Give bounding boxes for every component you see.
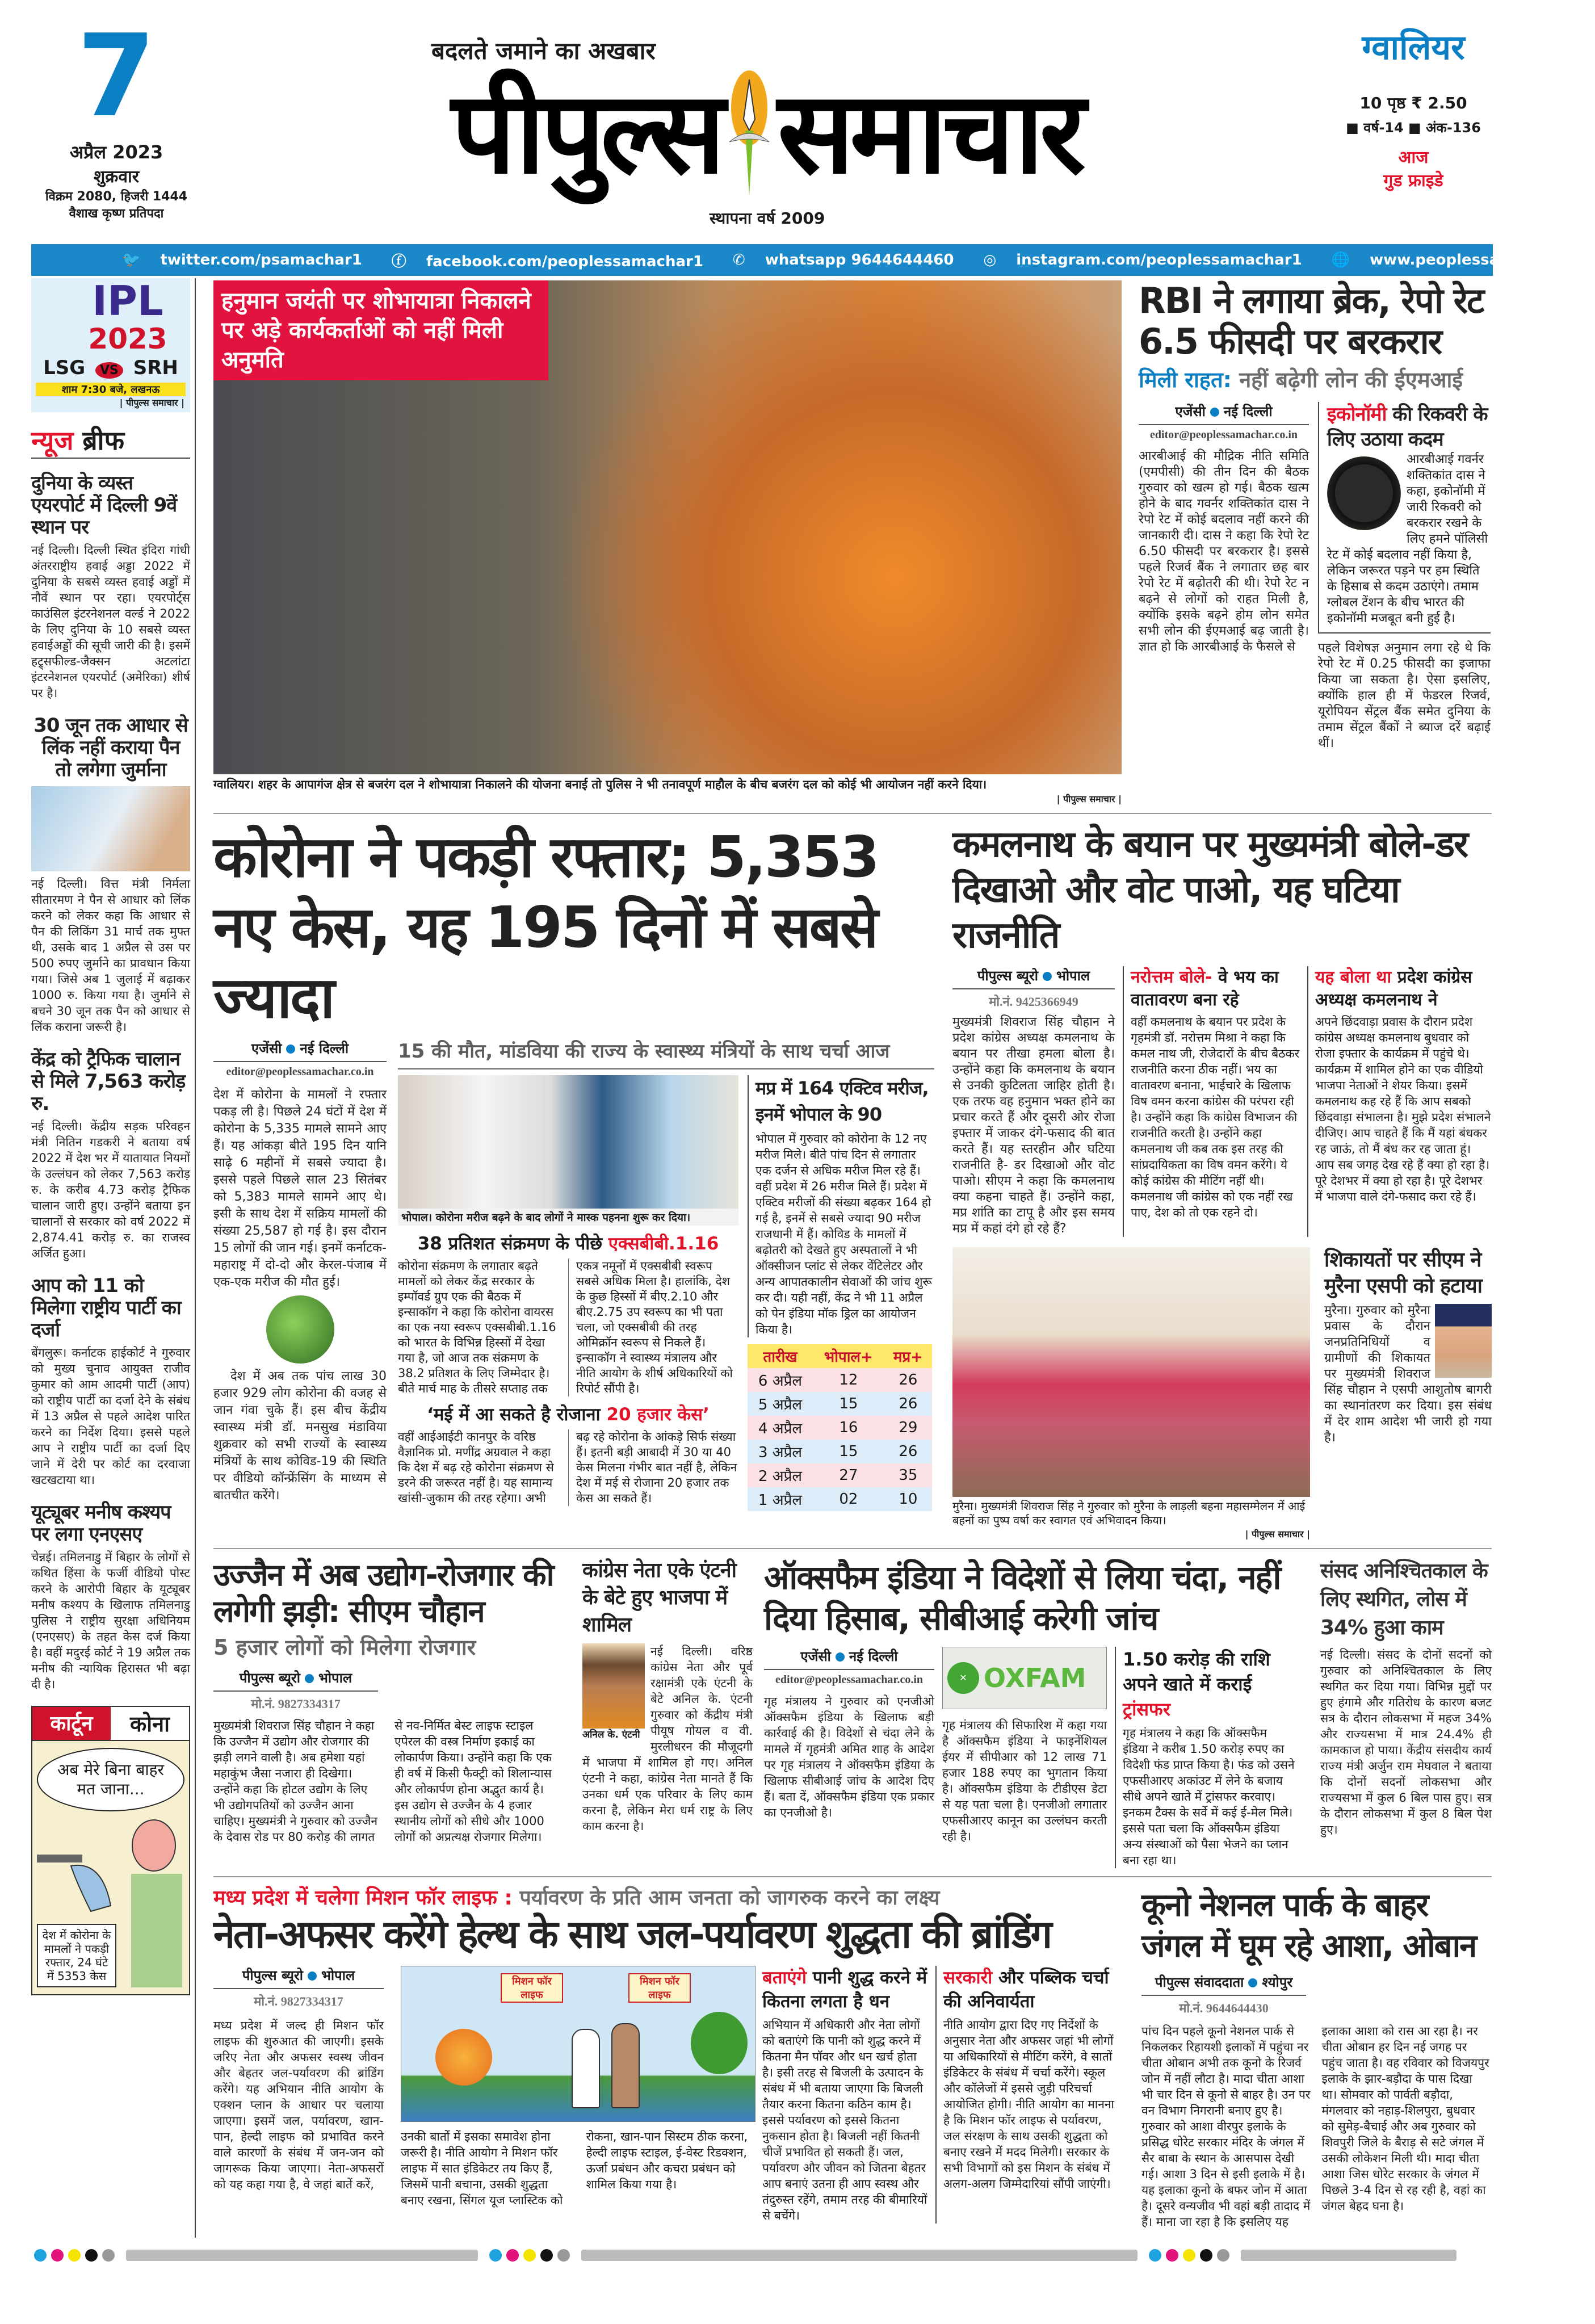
masthead (0, 0, 1580, 278)
month-year: अप्रैल 2023 (69, 141, 163, 163)
news-brief-list (31, 472, 190, 1692)
pan-aadhaar-photo (31, 786, 190, 871)
logo (267, 65, 1266, 202)
oxfam-logo: ✕ OXFAM (942, 1647, 1107, 1709)
mask-on-hook-icon (37, 1843, 116, 1917)
rbi-body-continued: पहले विशेषज्ञ अनुमान लगा रहे थे कि रेपो रेट में 0.25 फीसदी का इजाफा किया जा सकता है। ऐसा इसलिए, क्योंकि हाल ही में फेडरल रिजर्व, यूरोपियन सेंट्रल बैंक समेत दुनिया के तमाम सेंट्रल बैंकों ने ब्याज दरें बढ़ाई थीं। (1318, 641, 1491, 750)
mp-active-cases-sidebar: मप्र में 164 एक्टिव मरीज, इनमें भोपाल के 90 भोपाल में गुरुवार को कोरोना के 12 नए मरीज मिले। बीते पांच दिन से लगातार एक दर्जन से अधिक मरीज मिल रहे हैं। वहीं प्रदेश में 26 मरीज मिले हैं। प्रदेश में एक्टिव मरीजों की संख्या बढ़कर 164 हो गई है, इनमें से सबसे ज्यादा 90 मरीज राजधानी में हैं। कोविड के मामलों में बढ़ोतरी को देखते हुए अस्पतालों ने भी ऑक्सीजन प्लांट से लेकर वेंटिलेटर और अन्य आपातकालीन सेवाओं की जांच शुरू कर दी। यही नहीं, केंद्र ने भी 11 अप्रैल को पेन इंडिया मॉक ड्रिल का आयोजन किया है। (748, 1075, 932, 1337)
facebook-icon: ⓕ (391, 253, 406, 270)
economy-box: इकोनॉमी की रिकवरी के लिए उठाया कदम आरबीआई गवर्नर शक्तिकांत दास ने कहा, इकोनॉमी में जारी रिकवरी को बरकरार रखने के लिए हमने पॉलिसी रेट में कोई बदलाव नहीं किया है, लेकिन जरूरत पड़ने पर हम स्थिति के हिसाब से कदम उठाएंगे। तमाम ग्लोबल टेंशन के बीच भारत की इकोनॉमी मजबूत बनी हुई है। (1318, 402, 1491, 634)
founded-year: स्थापना वर्ष 2009 (710, 209, 825, 228)
twitter-icon: 🐦 (122, 251, 141, 269)
edition-city: ग्वालियर (1362, 28, 1465, 68)
table-cell: 5 अप्रैल (748, 1392, 813, 1416)
table-cell: 26 (884, 1368, 932, 1392)
date-day: 7 (77, 10, 156, 142)
ujjain-story: उज्जैन में अब उद्योग-रोजगार की लगेगी झड़ी: सीएम चौहान 5 हजार लोगों को मिलेगा रोजगार पीपुल्स ब्यूरो भोपाल मो.नं. 9827334317 मुख्यमंत्री शिवराज सिंह चौहान ने कहा कि उज्जैन में उद्योग और रोजगार की झड़ी लगने वाली है। अब हमेशा यहां महाकुंभ जैसा नजारा ही दिखेगा। उन्होंने कहा कि होटल उद्योग के लिए भी उद्योगपतियों को उज्जैन आना चाहिए। मुख्यमंत्री ने गुरुवार को उज्जैन के देवास रोड पर 80 करोड़ की लागत से नव-निर्मित बेस्ट लाइफ स्टाइल एपेरल की वस्त्र निर्माण इकाई का लोकार्पण किया। उन्होंने कहा कि एक ही वर्ष में किसी फैक्ट्री को शिलान्यास और लोकार्पण होना अद्भुत कार्य है। इस उद्योग से उज्जैन के 4 हजार स्थानीय लोगों को सीधे और 1000 लोगों को अप्रत्यक्ष रोजगार मिलेगा। (213, 1557, 553, 1844)
ipl-time: शाम 7:30 बजे, लखनऊ (36, 383, 186, 396)
mission-body-continued: उनकी बातों में इसका समावेश होना जरूरी है। नीति आयोग ने मिशन फॉर लाइफ में सात इंडिकेटर तय किए हैं, जिसमें पानी बचाना, उसकी शुद्धता बनाए रखना, सिंगल यूज प्लास्टिक को रोकना, खान-पान सिस्टम ठीक करना, हेल्दी लाइफ स्टाइल, ई-वेस्ट रिडक्शन, ऊर्जा प्रबंधन और कचरा प्रबंधन को शामिल किया गया है। (401, 2130, 748, 2207)
registration-bar (126, 2250, 478, 2261)
sp-photo (1435, 1304, 1492, 1378)
mission-left-column: पीपुल्स ब्यूरो भोपाल मो.नं. 9827334317 मध्य प्रदेश में जल्द ही मिशन फॉर लाइफ की शुरुआत की जाएगी। इसके जरिए नेता और अफसर स्वस्थ जीवन और बेहतर जल-पर्यावरण की ब्रांडिंग करेंगे। यह अभियान नीति आयोग के एक्शन प्लान के आधार पर चलाया जाएगा। इसमें जल, पर्यावरण, खान-पान, हेल्दी लाइफ को प्रभावित करने वाले कारणों के संबंध में जन-जन को जागरूक किया जाएगा। नेता-अफसरों को यह कहा गया है, वे जहां बातें करें, (213, 1966, 384, 2224)
anil-antony-caption: अनिल के. एंटनी (582, 1729, 640, 1740)
cartoon-illustration (32, 1741, 189, 1994)
sansad-story: संसद अनिश्चितकाल के लिए स्थगित, लोस में 34% हुआ काम नई दिल्ली। संसद के दोनों सदनों को गुरुवार को अनिश्चितकाल के लिए स्थगित कर दिया गया। विभिन्न मुद्दों पर हुए हंगामे और गतिरोध के कारण बजट सत्र के दौरान लोकसभा में महज 34% और राज्यसभा में मात्र 24.4% ही कामकाज हो पाया। केंद्रीय संसदीय कार्य राज्य मंत्री अर्जुन राम मेघवाल ने बताया कि दोनों सदनों लोकसभा और राज्यसभा में कुल 6 बिल पास हुए। सत्र के दौरान लोकसभा में कुल 8 बिल पेश हुए। (1320, 1559, 1492, 1836)
rbi-story (1139, 280, 1491, 752)
registration-bar (581, 2250, 1138, 2261)
cartoon-label: कोना (130, 1711, 170, 1737)
corona-subhead: 15 की मौत, मांडविया की राज्य के स्वास्थ्य मंत्रियों के साथ चर्चा आज (398, 1039, 934, 1069)
xbb-section: 38 प्रतिशत संक्रमण के पीछे एक्सबीबी.1.16 कोरोना संक्रमण के लगातार बढ़ते मामलों को लेकर केंद्र सरकार के इम्पॉवर्ड ग्रुप एक की बैठक में इन्साकॉग ने कहा कि कोरोना वायरस का एक नया स्वरूप एक्सबीबी.1.16 को भारत के विभिन्न हिस्सों में देखा गया है, जो आज तक संक्रमण के 38.2 प्रतिशत के लिए जिम्मेदार है। बीते मार्च माह के तीसरे सप्ताह तक एकत्र नमूनों में एक्सबीबी स्वरूप सबसे अधिक मिला है। हालांकि, देश के कुछ हिस्सों में बीए.2.10 और बीए.2.75 उप स्वरूप का भी पता चला, जो एक्सबीबी की तरह ओमिक्रॉन स्वरूप से निकले हैं। इन्साकॉग ने स्वास्थ्य मंत्रालय और नीति आयोग के शीर्ष अधिकारियों को रिपोर्ट सौंपी है। ‘मई में आ सकते है रोजाना 20 हजार केस’ वहीं आईआईटी कानपुर के वरिष्ठ वैज्ञानिक प्रो. मणींद्र अग्रवाल ने कहा कि देश में बढ़ रहे कोरोना संक्रमण से डरने की जरूरत नहीं है। यह सामान्य खांसी-जुकाम की तरह रहेगा। अभी बढ़ रहे कोरोना के आंकड़े सिर्फ संख्या हैं। इतनी बड़ी आबादी में 30 या 40 केस मिलना गंभीर बात नहीं है, लेकिन देश में मई से रोजाना 20 हजार तक केस आ सकते हैं। (398, 1231, 738, 1506)
muraina-rally-photo (952, 1247, 1310, 1497)
rbi-email: editor@peoplessamachar.co.in (1149, 429, 1298, 441)
mission-cartoon (401, 1966, 755, 2122)
ipl-promo (31, 278, 190, 412)
covid-cases-table: तारीख भोपाल+ मप्र+ 6 अप्रैल 12 26 5 अप्रैल 15 26 4 अप्रैल 16 29 3 अप्रैल 15 26 2 अप्रैल 27 35 1 अप्रैल 02 10 (748, 1344, 932, 1511)
ipl-year: 2023 (88, 322, 167, 355)
man-reading-icon (120, 1817, 188, 1987)
left-column (31, 278, 196, 2238)
procession-photo (213, 280, 1122, 774)
twitter-link[interactable]: 🐦 twitter.com/psamachar1 (122, 251, 362, 269)
table-cell: 4 अप्रैल (748, 1416, 813, 1440)
cartoon-label-red: कार्टून (32, 1707, 111, 1740)
table-cell: 02 (813, 1487, 884, 1511)
officer-figure (611, 2023, 640, 2108)
tagline: बदलते जमाने का अखबार (431, 37, 656, 65)
mission-public-discussion: सरकारी और पब्लिक चर्चा की अनिवार्यता नीति आयोग द्वारा दिए गए निर्देशों के अनुसार नेता और अफसर जहां भी लोगों या अधिकारियों से मीटिंग करेंगे, वे सातों इंडिकेटर के संबंध में चर्चा करेंगे। स्कूल और कॉलेजों में इससे जुड़ी परिचर्चा आयोजित होगी। नीति आयोग का मानना है कि मिशन फॉर लाइफ से पर्यावरण, जल संरक्षण के साथ उसकी शुद्धता को बनाए रखने में मदद मिलेगी। सरकार के सभी विभागों को इस मिशन के संबंध में अलग-अलग जिम्मेदारियां सौंपी जाएंगी। (935, 1966, 1120, 2224)
corona-left-column: एजेंसी नई दिल्ली editor@peoplessamachar.co.in देश में कोरोना के मामलों ने रफ्तार पकड़ ली है। पिछले 24 घंटों में देश में कोरोना के 5,335 मामले सामने आए हैं। यह आंकड़ा बीते 195 दिन यानि साढ़े 6 महीनों में सबसे ज्यादा है। इससे पहले पिछले साल 23 सितंबर को 5,383 मामले सामने आए थे। इसी के साथ देश में सक्रिय मामलों की संख्या 25,587 हो गई है। इस दौरान 15 लोगों की जान गई। इनमें कर्नाटक-महाराष्ट्र में दो-दो और केरल-पंजाब में एक-एक मरीज की मौत हुई। देश में अब तक पांच लाख 30 हजार 929 लोग कोरोना की वजह से जान गंवा चुके हैं। इस बीच केंद्रीय स्वास्थ्य मंत्री डॉ. मनसुख मंडाविया शुक्रवार को सभी राज्यों के स्वास्थ्य मंत्रियों के साथ कोविड-19 की स्थिति पर वीडियो कॉन्फ्रेंसिंग के माध्यम से बातचीत करेंगे। (213, 1039, 387, 1511)
may-cases-title: ‘मई में आ सकते है रोजाना 20 हजार केस’ (427, 1404, 710, 1425)
registration-marks (34, 2249, 115, 2262)
mission-sign: मिशन फॉर लाइफ (628, 1973, 691, 2003)
ipl-credit: | पीपुल्स समाचार | (119, 397, 184, 408)
price: 10 पृष्ठ ₹ 2.50 (1359, 94, 1467, 112)
brief-item: 30 जून तक आधार से लिंक नहीं कराया पैन तो लगेगा जुर्माना नई दिल्ली। वित्त मंत्री निर्मला सीतारमण ने पैन से आधार को लिंक करने को लेकर कहा कि आधार से पैन की लिकिंग 31 मार्च तक मुफ्त थी, उसके बाद 1 अप्रैल से उस पर 500 रुपए जुर्माने का प्रावधान किया गया। जिसे अब 1 जुलाई में बढ़ाकर 1000 रु. किया गया है। जुर्माने से बचने 30 जून तक पैन को आधार से लिंक कराना जरूरी है। (31, 714, 190, 1034)
kamalnath-story: कमलनाथ के बयान पर मुख्यमंत्री बोले-डर दिखाओ और वोट पाओ, यह घटिया राजनीति पीपुल्स ब्यूरो भोपाल मो.नं. 9425366949 मुख्यमंत्री शिवराज सिंह चौहान ने प्रदेश कांग्रेस अध्यक्ष कमलनाथ के बयान पर तीखा हमला बोला है। उन्होंने कहा कि कमलनाथ के बयान से उनकी कुटिलता जाहिर होती है। एक तरफ वह हनुमान भक्त होने का प्रचार करते हैं और दूसरी ओर रोजा इफ्तार में जाकर दंगे-फसाद की बात करते हैं। यह स्तरहीन और घटिया राजनीति है- डर दिखाओ और वोट पाओ। सीएम ने कहा कि कमलनाथ क्या कहना चाहते हैं। उन्होंने कहा, मप्र शांति का टापू है और इस समय मप्र में कहां दंगे हो रहे हैं? नरोत्तम बोले- वे भय का वातावरण बना रहे वहीं कमलनाथ के बयान पर प्रदेश के गृहमंत्री डॉ. नरोत्तम मिश्रा ने कहा कि कमल नाथ जी, रोजेदारों के बीच बैठकर राजनीति करना ठीक नहीं। भय का वातावरण बनाना, भाईचारे के खिलाफ विष वमन करना कांग्रेस की परंपरा रही है। उन्होंने कहा कि कांग्रेस विभाजन की राजनीति करती है। उन्होंने कहा कमलनाथ जी कब तक इस तरह की सांप्रदायिकता का विष वमन करेंगे। ये कोई कांग्रेस की मीटिंग नहीं थी। कमलनाथ जी कांग्रेस को एक नहीं रख पाए, देश को तो एक रहने दो। यह बोला था प्रदेश कांग्रेस अध्यक्ष कमलनाथ ने अपने छिंदवाड़ा प्रवास के दौरान प्रदेश कांग्रेस अध्यक्ष कमलनाथ बुधवार को रोजा इफ्तार के कार्यक्रम में पहुंचे थे। कार्यक्रम में शामिल होने का एक वीडियो भाजपा नेताओं ने शेयर किया। इसमें कमलनाथ कह रहे हैं कि आप सबको छिंदवाड़ा संभालना है। मुझे प्रदेश संभालने दीजिए। आप चाहते हैं कि मैं यहां बंधकर रह जाऊं, तो मैं बंध कर रह जाता हूं। आप सब जगह देख रहे हैं क्या हो रहा है। पूरे देशभर में क्या हो रहा है। पूरे देशभर में भाजपा वाले दंगे-फसाद करा रहे हैं। मुरैना। मुख्यमंत्री शिवराज सिंह ने गुरुवार को मुरैना के लाड़ली बहना महासम्मेलन में आई बहनों का पुष्प वर्षा कर स्वागत एवं अभिवादन किया। | पीपुल्स समाचार | शिकायतों पर सीएम ने मुरैना एसपी को हटाया मुरैना। गुरुवार को मुरैना प्रवास के दौरान जनप्रतिनिधियों व ग्रामीणों की शिकायत पर मुख्यमंत्री शिवराज सिंह चौहान ने एसपी आशुतोष बागरी का स्थानांतरण कर दिया। इस संबंध में देर शाम आदेश भी जारी हो गया है। (952, 824, 1492, 1539)
logo-left: पीपुल्स (451, 67, 721, 199)
registration-marks (1149, 2249, 1229, 2262)
table-cell: 3 अप्रैल (748, 1440, 813, 1463)
oxfam-icon: ✕ (947, 1662, 979, 1694)
mission-water-cost: बताएंगे पानी शुद्ध करने में कितना लगता है धन अभियान में अधिकारी और नेता लोगों को बताएंगे कि पानी को शुद्ध करने में कितना मैन पॉवर और धन खर्च होता है। इसी तरह से बिजली के उत्पादन के संबंध में भी बताया जाएगा कि बिजली तैयार करना कितना कठिन काम है। इससे पर्यावरण को इससे कितना नुकसान होता है। बिजली नहीं कितनी चीजें प्रभावित हो सकती हैं। जल, पर्यावरण और जीवन को जितना बेहतर आप बनाएं उतना ही आप स्वस्थ और तंदुरुस्त रहेंगे, तमाम तरह की बीमारियों से बचेंगे। (762, 1968, 927, 2222)
main-area (213, 278, 1492, 2238)
rbi-seal-icon (1327, 456, 1401, 530)
table-cell: 2 अप्रैल (748, 1463, 813, 1487)
corona-headline: कोरोना ने पकड़ी रफ्तार; 5,353 नए केस, यह 195 दिनों में सबसे ज्यादा (213, 824, 878, 1031)
social-bar (31, 244, 1580, 276)
pen-emblem-icon (727, 68, 772, 199)
table-cell: 29 (884, 1416, 932, 1440)
issue-number: ■ वर्ष-14 ■ अंक-136 (1346, 120, 1481, 136)
oxfam-story: ऑक्सफैम इंडिया ने विदेशों से लिया चंदा, नहीं दिया हिसाब, सीबीआई करेगी जांच एजेंसी नई दिल्ली editor@peoplessamachar.co.in गृह मंत्रालय ने गुरुवार को एनजीओ ऑक्सफैम इंडिया के खिलाफ बड़ी कार्रवाई की है। विदेशों से चंदा लेने के मामले में गृहमंत्री अमित शाह के आदेश पर गृह मंत्रालय ने ऑक्सफैम इंडिया के खिलाफ सीबीआई जांच के आदेश दिए हैं। बता दें, ऑक्सफैम इंडिया एक प्रकार का एनजीओ है। ✕ OXFAM गृह मंत्रालय की सिफारिश में कहा गया है ऑक्सफैम इंडिया ने फाइनेंशियल ईयर में सीपीआर को 12 लाख 71 हजार 188 रुपए का भुगतान किया है। ऑक्सफैम इंडिया के टीडीएस डेटा से यह पता चला है। एनजीओ लगातार एफसीआरए कानून का उल्लंघन करती रही है। 1.50 करोड़ की राशि अपने खाते में कराई ट्रांसफर गृह मंत्रालय ने कहा कि ऑक्सफैम इंडिया ने करीब 1.50 करोड़ रुपए का विदेशी फंड प्राप्त किया है। फंड को उसने एफसीआरए अकांउट में लेने के बजाय सीधे अपने खाते में ट्रांसफर करवाए। इनकम टैक्स के सर्वे में कई ई-मेल मिले। इससे पता चला कि ऑक्सफैम इंडिया अन्य संस्थाओं को पैसा भेजने का प्लान बना रहा था। (764, 1558, 1295, 1867)
table-row (748, 1463, 932, 1487)
table-cell: 15 (813, 1392, 884, 1416)
procession-caption: ग्वालियर। शहर के आपागंज क्षेत्र से बजरंग दल ने शोभायात्रा निकालने की योजना बनाई तो पुलिस ने भी तनावपूर्ण माहौल के बीच बजरंग दल को कोई भी आयोजन नहीं करने दिया। (213, 778, 987, 791)
mission-banner: मध्य प्रदेश में चलेगा मिशन फॉर लाइफ : पर्यावरण के प्रति आम जनता को जागरुक करने का लक्ष्य (213, 1886, 940, 1910)
tree-icon (691, 2012, 748, 2074)
corona-body-p2: देश में अब तक पांच लाख 30 हजार 929 लोग कोरोना की वजह से जान गंवा चुके हैं। इस बीच केंद्रीय स्वास्थ्य मंत्री डॉ. मनसुख मंडाविया शुक्रवार को सभी राज्यों के स्वास्थ्य मंत्रियों के साथ कोविड-19 की स्थिति पर वीडियो कॉन्फ्रेंसिंग के माध्यम से बातचीत करेंगे। (213, 1369, 387, 1503)
registration-bar (1241, 2250, 1457, 2261)
news-brief-heading: न्यूज ब्रीफ (31, 422, 190, 459)
bhopal-masks-photo (398, 1075, 738, 1209)
table-row (748, 1368, 932, 1392)
mission-story (213, 1885, 1127, 2224)
instagram-icon: ◎ (983, 251, 997, 269)
samvat: विक्रम 2080, हिजरी 1444 (45, 190, 188, 204)
brief-item: यूट्यूबर मनीष कश्यप पर लगा एनएसए चेन्नई। तमिलनाडु में बिहार के लोगों से कथित हिंसा के फर्जी वीडियो पोस्ट करने के आरोपी बिहार के यूट्यूबर मनीष कश्यप के खिलाफ तमिलनाडु पुलिस ने राष्ट्रीय सुरक्षा अधिनियम (एनएसए) के तहत केस दर्ज किया है। वहीं मदुरई कोर्ट ने 19 अप्रैल तक मनीष की न्यायिक हिरासत भी बढ़ा दी है। (31, 1501, 190, 1692)
table-cell: 6 अप्रैल (748, 1368, 813, 1392)
table-cell: 15 (813, 1440, 884, 1463)
economy-box-body: आरबीआई गवर्नर शक्तिकांत दास ने कहा, इकोनॉमी में जारी रिकवरी को बरकरार रखने के लिए हमने पॉलिसी रेट में कोई बदलाव नहीं किया है, लेकिन जरूरत पड़ने पर हम स्थिति के हिसाब से कदम उठाएंगे। तमाम ग्लोबल टेंशन के बीच भारत की इकोनॉमी मजबूत बनी हुई है। (1327, 452, 1488, 626)
rbi-byline: एजेंसी नई दिल्ली (1139, 402, 1309, 425)
virus-icon (266, 1295, 334, 1364)
mission-sign: मिशन फॉर लाइफ (501, 1973, 563, 2003)
table-cell: 16 (813, 1416, 884, 1440)
vs-badge: VS (95, 362, 123, 379)
table-cell: 26 (884, 1392, 932, 1416)
xbb-title: 38 प्रतिशत संक्रमण के पीछे एक्सबीबी.1.16 (417, 1234, 719, 1254)
edition-block (1334, 23, 1493, 191)
muraina-photo-credit: | पीपुल्स समाचार | (1245, 1529, 1310, 1539)
speech-bubble: अब मेरे बिना बाहर मत जाना... (37, 1748, 184, 1811)
instagram-link[interactable]: ◎ instagram.com/peoplessamachar1 (983, 251, 1302, 269)
photo-overlay-title: हनुमान जयंती पर शोभायात्रा निकालने पर अड़े कार्यकर्ताओं को नहीं मिली अनुमति (213, 280, 548, 380)
today-event: गुड फ्राइडे (1383, 171, 1443, 191)
top-row (213, 278, 1492, 814)
registration-strip (0, 2238, 1520, 2273)
mission-headline: नेता-अफसर करेंगे हेल्थ के साथ जल-पर्यावरण शुद्धता की ब्रांडिंग (213, 1912, 1051, 1957)
registration-marks (489, 2249, 570, 2262)
kamalnath-statement-title: यह बोला था प्रदेश कांग्रेस अध्यक्ष कमलनाथ ने (1315, 967, 1472, 1010)
table-cell: 1 अप्रैल (748, 1487, 813, 1511)
ipl-teams: LSG VS SRH (43, 356, 178, 379)
corona-story (213, 822, 946, 1511)
table-row (748, 1487, 932, 1511)
rbi-body: आरबीआई की मौद्रिक नीति समिति (एमपीसी) की तीन दिन की बैठक गुरुवार को खत्म हो गई। बैठक खत्म होने के बाद गवर्नर शक्तिकांत दास ने रेपो रेट में कोई बदलाव नहीं करने की जानकारी दी। दास ने कहा कि रेपो रेट 6.50 फीसदी पर बरकरार है। इससे पहले रिजर्व बैंक ने लगातार छह बार रेपो रेट में बढ़ोतरी की थी। रेपो रेट न बढ़ने से लोगों को राहत मिली है, क्योंकि इसके बढ़ने होम लोन समेत सभी लोन की ईएमआई बढ़ जाती है। ज्ञात हो कि आरबीआई के फैसले से (1139, 449, 1309, 654)
table-cell: 27 (813, 1463, 884, 1487)
rbi-headline: RBI ने लगाया ब्रेक, रेपो रेट 6.5 फीसदी पर बरकरार (1139, 280, 1484, 362)
cartoon-corner (31, 1706, 190, 1995)
photo-credit: | पीपुल्स समाचार | (1056, 794, 1122, 804)
leader-figure (572, 2029, 600, 2108)
ipl-title: IPL (92, 277, 163, 325)
narottam-title: नरोत्तम बोले- वे भय का वातावरण बना रहे (1131, 967, 1279, 1010)
table-cell: 35 (884, 1463, 932, 1487)
newspaper-prop: देश में कोरोना के मामलों ने पकड़ी रफ्तार, 24 घंटे में 5353 केस (37, 1924, 116, 1987)
table-cell: 26 (884, 1440, 932, 1463)
website-link[interactable]: 🌐 www.peoplessamachar.in (1331, 251, 1580, 269)
tithi: वैशाख कृष्ण प्रतिपदा (69, 207, 164, 221)
date-block (34, 10, 199, 221)
kuno-story: कूनो नेशनल पार्क के बाहर जंगल में घूम रहे आशा, ओबान पीपुल्स संवाददाता श्योपुर मो.नं. 9644644430 पांच दिन पहले कूनो नेशनल पार्क से निकलकर रिहायशी इलाकों में पहुंचा नर चीता ओबान अभी तक कूनो के रिजर्व जोन में नहीं लौटा है। मादा चीता आशा भी चार दिन से कूनो से बाहर है। उन पर वन विभाग निगरानी बनाए हुए है। गुरुवार को आशा वीरपुर इलाके के प्रसिद्ध धोरेट सरकार मंदिर के जंगल में सैर बाबा के स्थान के आसपास देखी गई। आशा 3 दिन से इसी इलाके में है। यह इलाका कूनो के बफर जोन में आता है। दूसरे वन्यजीव भी वहां बड़ी तादाद में हैं। माना जा रहा है कि इसलिए यह इलाका आशा को रास आ रहा है। नर चीता ओबान हर दिन नई जगह पर पहुंच जाता है। वह रविवार को विजयपुर इलाके के झार-बड़ौदा के पास दिखा था। सोमवार को पार्वती बड़ौदा, मंगलवार को नहाड़-शिलपुरा, बुधवार को सुमेड़-बैचाई और अब गुरुवार को शिवपुरी जिले के बैराड़ से सटे जंगल में उसकी लोकेशन मिली थी। मादा चीता आशा जिस धोरेट सरकार के जंगल में पिछले 3-4 दिन से रह रही है, वहां का जंगल बेहद घना है। (1141, 1887, 1489, 2229)
rbi-subheadline: मिली राहत: नहीं बढ़ेगी लोन की ईएमआई (1139, 367, 1463, 392)
brief-item: दुनिया के व्यस्त एयरपोर्ट में दिल्ली 9वें स्थान पर नई दिल्ली। दिल्ली स्थित इंदिरा गांधी अंतरराष्ट्रीय हवाई अड्डा 2022 में दुनिया के सबसे व्यस्त हवाई अड्डों में नौवें स्थान पर रहा। एयरपोर्ट्स काउंसिल इंटरनेशनल वर्ल्ड ने 2022 के लिए दुनिया के 10 सबसे व्यस्त हवाईअड्डों की सूची जारी की है। इसमें हट्र्सफील्ड-जैक्सन अटलांटा इंटरनेशनल एयरपोर्ट (अमेरिका) शीर्ष पर है। (31, 472, 190, 700)
table-row (748, 1440, 932, 1463)
logo-right: समाचार (777, 67, 1081, 199)
whatsapp-icon: ✆ (732, 251, 745, 269)
second-row (213, 814, 1492, 1549)
table-row (748, 1416, 932, 1440)
sun-icon (435, 2029, 492, 2086)
corona-body: देश में कोरोना के मामलों ने रफ्तार पकड़ ली है। पिछले 24 घंटों में देश में कोरोना के 5,335 मामले सामने आए हैं। यह आंकड़ा बीते 195 दिन यानि साढ़े 6 महीनों में सबसे ज्यादा है। इससे पहले पिछले साल 23 सितंबर को 5,383 मामले सामने आए थे। इसी के साथ देश में सक्रिय मामलों की संख्या 25,587 हो गई है। इस दौरान 15 लोगों की जान गई। इनमें कर्नाटक-महाराष्ट्र में दो-दो और केरल-पंजाब में एक-एक मरीज की मौत हुई। (213, 1088, 387, 1289)
whatsapp-link[interactable]: ✆ whatsapp 9644644460 (732, 251, 954, 269)
today-label: आज (1398, 148, 1429, 167)
anil-antony-photo (582, 1643, 645, 1729)
table-cell: 12 (813, 1368, 884, 1392)
table-cell: 10 (884, 1487, 932, 1511)
facebook-link[interactable]: ⓕ facebook.com/peoplessamachar1 (391, 253, 703, 270)
fourth-row (213, 1877, 1492, 2238)
bhopal-photo-caption: भोपाल। कोरोना मरीज बढ़ने के बाद लोगों ने मास्क पहनना शुरू कर दिया। (398, 1209, 738, 1226)
antony-story: कांग्रेस नेता एके एंटनी के बेटे हुए भाजपा में शामिल अनिल के. एंटनी नई दिल्ली। वरिष्ठ कांग्रेस नेता और पूर्व रक्षामंत्री एके एंटनी के बेटे अनिल के. एंटनी गुरुवार को केंद्रीय मंत्री पीयूष गोयल व वी. मुरलीधरन की मौजूदगी में भाजपा में शामिल हो गए। अनिल एंटनी ने कहा, कांग्रेस नेता मानते हैं कि उनका धर्म एक परिवार के लिए काम करना है, लेकिन मेरा धर्म राष्ट्र के लिए काम करना है। (582, 1559, 753, 1833)
muraina-sp-story: शिकायतों पर सीएम ने मुरैना एसपी को हटाया मुरैना। गुरुवार को मुरैना प्रवास के दौरान जनप्रतिनिधियों व ग्रामीणों की शिकायत पर मुख्यमंत्री शिवराज सिंह चौहान ने एसपी आशुतोष बागरी का स्थानांतरण कर दिया। इस संबंध में देर शाम आदेश भी जारी हो गया है। (1324, 1248, 1492, 1445)
brief-item: केंद्र को ट्रैफिक चालान से मिले 7,563 करोड़ रु. नई दिल्ली। केंद्रीय सड़क परिवहन मंत्री नितिन गडकरी ने बताया वर्ष 2022 में देश भर में यातायात नियमों के उल्लंघन को लेकर 7,563 करोड़ रु. के करीब 4.73 करोड़ ट्रैफिक चालान जारी हुए। उन्होंने बताया इन चालानों से सरकार को वर्ष 2022 में 2,874.41 करोड़ रु. का राजस्व अर्जित हुआ। (31, 1047, 190, 1260)
brief-item: आप को 11 को मिलेगा राष्ट्रीय पार्टी का दर्जा बेंगलुरू। कर्नाटक हाईकोर्ट ने गुरुवार को मुख्य चुनाव आयुक्त राजीव कुमार को आम आदमी पार्टी (आप) को राष्ट्रीय पार्टी का दर्जा देने के संबंध में 13 अप्रैल से पहले आदेश पारित करने का निर्देश दिया। इससे पहले आप ने राष्ट्रीय पार्टी का दर्जा दिए जाने में देरी पर कोर्ट का दरवाजा खटखटाया था। (31, 1274, 190, 1487)
table-row (748, 1392, 932, 1416)
third-row (213, 1549, 1492, 1877)
globe-icon: 🌐 (1331, 251, 1350, 269)
weekday: शुक्रवार (93, 167, 140, 187)
muraina-photo-caption: मुरैना। मुख्यमंत्री शिवराज सिंह ने गुरुवार को मुरैना के लाड़ली बहना महासम्मेलन में आई बहनों का पुष्प वर्षा कर स्वागत एवं अभिवादन किया। (952, 1499, 1306, 1527)
